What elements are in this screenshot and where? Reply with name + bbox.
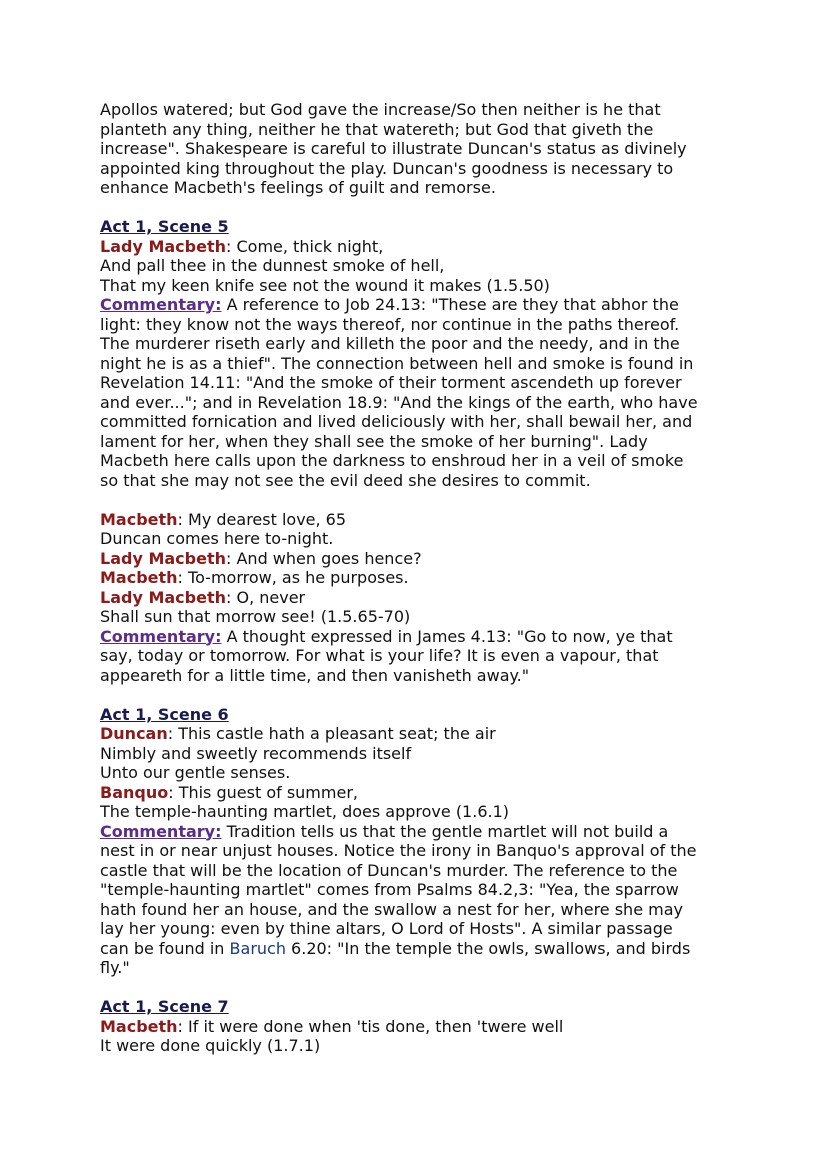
commentary-line: appeareth for a little time, and then vanisheth away." [100, 665, 530, 685]
quote-text: : And when goes hence? [226, 548, 422, 568]
commentary-line: castle that will be the location of Duncan's murder. The reference to the [100, 860, 678, 880]
quote-line: Duncan comes here to-night. [100, 529, 334, 548]
spacer [100, 685, 740, 705]
scene-6-heading[interactable]: Act 1, Scene 6 [100, 704, 229, 724]
commentary-line: "temple-haunting martlet" comes from Psalms 84.2,3: "Yea, the sparrow [100, 880, 679, 899]
spacer [100, 978, 740, 998]
quote-line: And pall thee in the dunnest smoke of hell, [100, 256, 445, 275]
scene-5-dialogue [100, 510, 740, 686]
commentary-line: lament for her, when they shall see the smoke of her burning". Lady [100, 431, 648, 451]
baruch-link[interactable]: Baruch [229, 938, 286, 958]
quote-text: : O, never [226, 587, 306, 607]
commentary-line: night he is as a thief". The connection between hell and smoke is found in [100, 353, 694, 373]
quote-line: Shall sun that morrow see! (1.5.65-70) [100, 607, 411, 626]
commentary-line: so that she may not see the evil deed she desires to commit. [100, 470, 591, 490]
document-page [100, 100, 740, 1056]
quote-line [100, 724, 740, 744]
speaker-name: Macbeth [100, 509, 178, 529]
commentary-line: The murderer riseth early and killeth the poor and the needy, and in the [100, 334, 680, 353]
quote-text: : This guest of summer, [168, 782, 358, 802]
quote-line [100, 1017, 740, 1037]
spacer [100, 490, 740, 510]
quote-text: : To-morrow, as he purposes. [177, 568, 409, 587]
quote-line [100, 568, 740, 588]
quote-line: That my keen knife see not the wound it makes (1.5.50) [100, 275, 550, 295]
scene-5-section [100, 217, 740, 490]
intro-paragraph [100, 100, 740, 198]
speaker-name: Lady Macbeth [100, 236, 226, 256]
spacer [100, 198, 740, 218]
commentary-line [100, 822, 740, 842]
quote-line [100, 783, 740, 803]
quote-text: : My dearest love, 65 [177, 509, 347, 529]
commentary-line: and ever..."; and in Revelation 18.9: "And the kings of the earth, who have [100, 392, 698, 412]
commentary-line: say, today or tomorrow. For what is your life? It is even a vapour, that [100, 646, 659, 665]
commentary-line: nest in or near unjust houses. Notice the irony in Banquo's approval of the [100, 841, 697, 860]
text-line: planteth any thing, neither he that watereth; but God that giveth the [100, 119, 654, 139]
scene-6-section [100, 705, 740, 978]
quote-text: : Come, thick night, [226, 236, 384, 256]
text-line: Apollos watered; but God gave the increase/So then neither is he that [100, 100, 661, 119]
text-line: appointed king throughout the play. Duncan's goodness is necessary to [100, 158, 674, 178]
commentary-link[interactable]: Commentary: [100, 295, 222, 314]
quote-line: It were done quickly (1.7.1) [100, 1036, 321, 1055]
commentary-line: committed fornication and lived deliciously with her, shall bewail her, and [100, 412, 693, 431]
commentary-line: lay her young: even by thine altars, O Lord of Hosts". A similar passage [100, 919, 673, 938]
commentary-line: Macbeth here calls upon the darkness to enshroud her in a veil of smoke [100, 451, 684, 470]
quote-text: : This castle hath a pleasant seat; the air [167, 724, 496, 743]
speaker-name: Lady Macbeth [100, 548, 226, 568]
commentary-line: hath found her an house, and the swallow a nest for her, where she may [100, 899, 683, 919]
commentary-text: can be found in [100, 938, 230, 958]
quote-line: Unto our gentle senses. [100, 763, 291, 782]
scene-7-heading[interactable]: Act 1, Scene 7 [100, 997, 229, 1016]
commentary-line: Revelation 14.11: "And the smoke of their torment ascendeth up forever [100, 373, 682, 392]
commentary-text: A reference to Job 24.13: "These are they that abhor the [221, 295, 679, 314]
speaker-name: Lady Macbeth [100, 587, 226, 607]
speaker-name: Banquo [100, 782, 169, 802]
quote-line: The temple-haunting martlet, does approve (1.6.1) [100, 802, 510, 821]
quote-line [100, 588, 740, 608]
commentary-link[interactable]: Commentary: [100, 626, 222, 646]
quote-line [100, 549, 740, 569]
quote-line [100, 237, 740, 257]
text-line: enhance Macbeth's feelings of guilt and remorse. [100, 178, 496, 197]
commentary-line: fly." [100, 958, 130, 977]
commentary-text: A thought expressed in James 4.13: "Go to now, ye that [221, 626, 673, 646]
speaker-name: Macbeth [100, 1016, 178, 1036]
scene-7-section [100, 997, 740, 1056]
quote-line: Nimbly and sweetly recommends itself [100, 743, 412, 763]
commentary-line: light: they know not the ways thereof, nor continue in the paths thereof. [100, 314, 680, 334]
commentary-text: Tradition tells us that the gentle martlet will not build a [221, 821, 669, 841]
commentary-line [100, 627, 740, 647]
text-line: increase". Shakespeare is careful to illustrate Duncan's status as divinely [100, 139, 687, 158]
commentary-line [100, 939, 740, 959]
speaker-name: Macbeth [100, 568, 178, 587]
speaker-name: Duncan [100, 724, 168, 743]
quote-line [100, 510, 740, 530]
commentary-line [100, 295, 740, 315]
scene-5-heading[interactable]: Act 1, Scene 5 [100, 217, 229, 236]
commentary-link[interactable]: Commentary: [100, 821, 222, 841]
commentary-text: 6.20: "In the temple the owls, swallows, and birds [285, 938, 691, 958]
quote-text: : If it were done when 'tis done, then 'twere well [177, 1016, 564, 1036]
